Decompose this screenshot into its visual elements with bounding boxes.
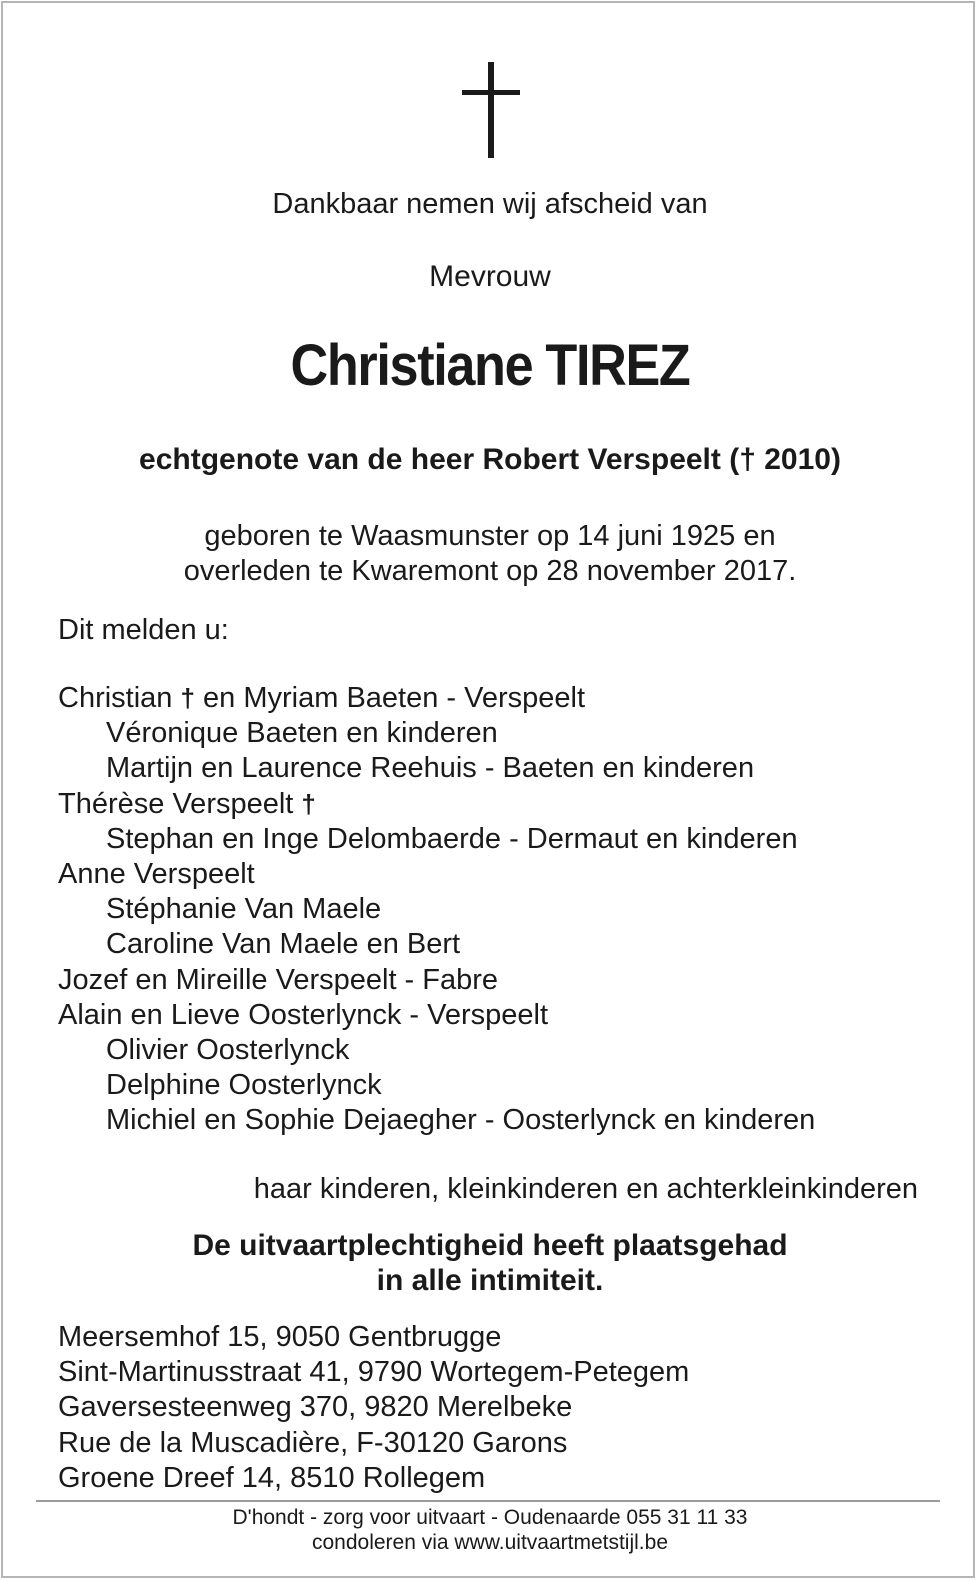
relation-text: haar kinderen, kleinkinderen en achterkleinkinderen xyxy=(253,1173,918,1205)
address-line: Sint-Martinusstraat 41, 9790 Wortegem-Petegem xyxy=(58,1356,690,1389)
family-member-row xyxy=(58,1033,815,1068)
cross-icon xyxy=(462,62,520,158)
birth-death-info xyxy=(0,519,980,589)
family-member-row xyxy=(58,716,815,751)
ceremony-notice xyxy=(0,1228,980,1298)
family-member-name: Delphine Oosterlynck xyxy=(106,1069,382,1102)
deceased-cross-icon: † xyxy=(301,788,316,819)
family-member-name: Jozef en Mireille Verspeelt - Fabre xyxy=(58,963,499,996)
family-member-name: Caroline Van Maele en Bert xyxy=(106,928,461,961)
family-member-row xyxy=(58,998,815,1033)
death-line: overleden te Kwaremont op 28 november 2017. xyxy=(183,555,797,587)
family-member-name: en Myriam Baeten - Verspeelt xyxy=(194,682,586,714)
address-line: Rue de la Muscadière, F-30120 Garons xyxy=(58,1426,568,1459)
family-member-name: Alain en Lieve Oosterlynck - Verspeelt xyxy=(58,998,549,1031)
condolence-line: condoleren via www.uitvaartmetstijl.be xyxy=(312,1531,668,1554)
footer xyxy=(0,1505,980,1555)
family-list xyxy=(58,681,815,1138)
family-member-name: Thérèse Verspeelt xyxy=(58,787,302,820)
footer-divider xyxy=(36,1500,940,1502)
family-member-row xyxy=(58,1068,815,1103)
honorific: Mevrouw xyxy=(429,260,551,293)
ceremony-line: in alle intimiteit. xyxy=(376,1264,604,1297)
family-member-name: Michiel en Sophie Dejaegher - Oosterlynck en kinderen xyxy=(106,1104,816,1137)
family-member-name: Anne Verspeelt xyxy=(58,857,255,890)
spouse-line: echtgenote van de heer Robert Verspeelt († 2010) xyxy=(139,443,841,476)
family-member-name: Véronique Baeten en kinderen xyxy=(106,717,498,750)
address-list xyxy=(58,1320,689,1496)
ceremony-line: De uitvaartplechtigheid heeft plaatsgehad xyxy=(192,1229,788,1262)
deceased-name: Christiane TIREZ xyxy=(290,333,690,398)
family-member-row xyxy=(58,927,815,962)
intro-text: Dankbaar nemen wij afscheid van xyxy=(272,188,708,220)
family-member-row xyxy=(58,787,815,822)
family-member-name: Stephan en Inge Delombaerde - Dermaut en kinderen xyxy=(106,822,798,855)
funeral-home-line: D'hondt - zorg voor uitvaart - Oudenaarde 055 31 11 33 xyxy=(232,1506,748,1529)
family-member-row xyxy=(58,857,815,892)
family-member-row xyxy=(58,751,815,786)
family-member-row xyxy=(58,681,815,716)
family-member-row xyxy=(58,963,815,998)
family-member-row xyxy=(58,892,815,927)
announce-text: Dit melden u: xyxy=(58,614,229,646)
address-line: Meersemhof 15, 9050 Gentbrugge xyxy=(58,1321,502,1353)
family-member-row xyxy=(58,1103,815,1138)
family-member-name: Christian xyxy=(58,682,181,714)
family-member-row xyxy=(58,822,815,857)
address-line: Gaversesteenweg 370, 9820 Merelbeke xyxy=(58,1391,573,1424)
family-member-name: Olivier Oosterlynck xyxy=(106,1033,350,1066)
address-line: Groene Dreef 14, 8510 Rollegem xyxy=(58,1461,486,1494)
family-member-name: Martijn en Laurence Reehuis - Baeten en kinderen xyxy=(106,752,755,785)
birth-line: geboren te Waasmunster op 14 juni 1925 en xyxy=(204,520,776,552)
deceased-cross-icon: † xyxy=(180,683,195,713)
family-member-name: Stéphanie Van Maele xyxy=(106,893,382,926)
